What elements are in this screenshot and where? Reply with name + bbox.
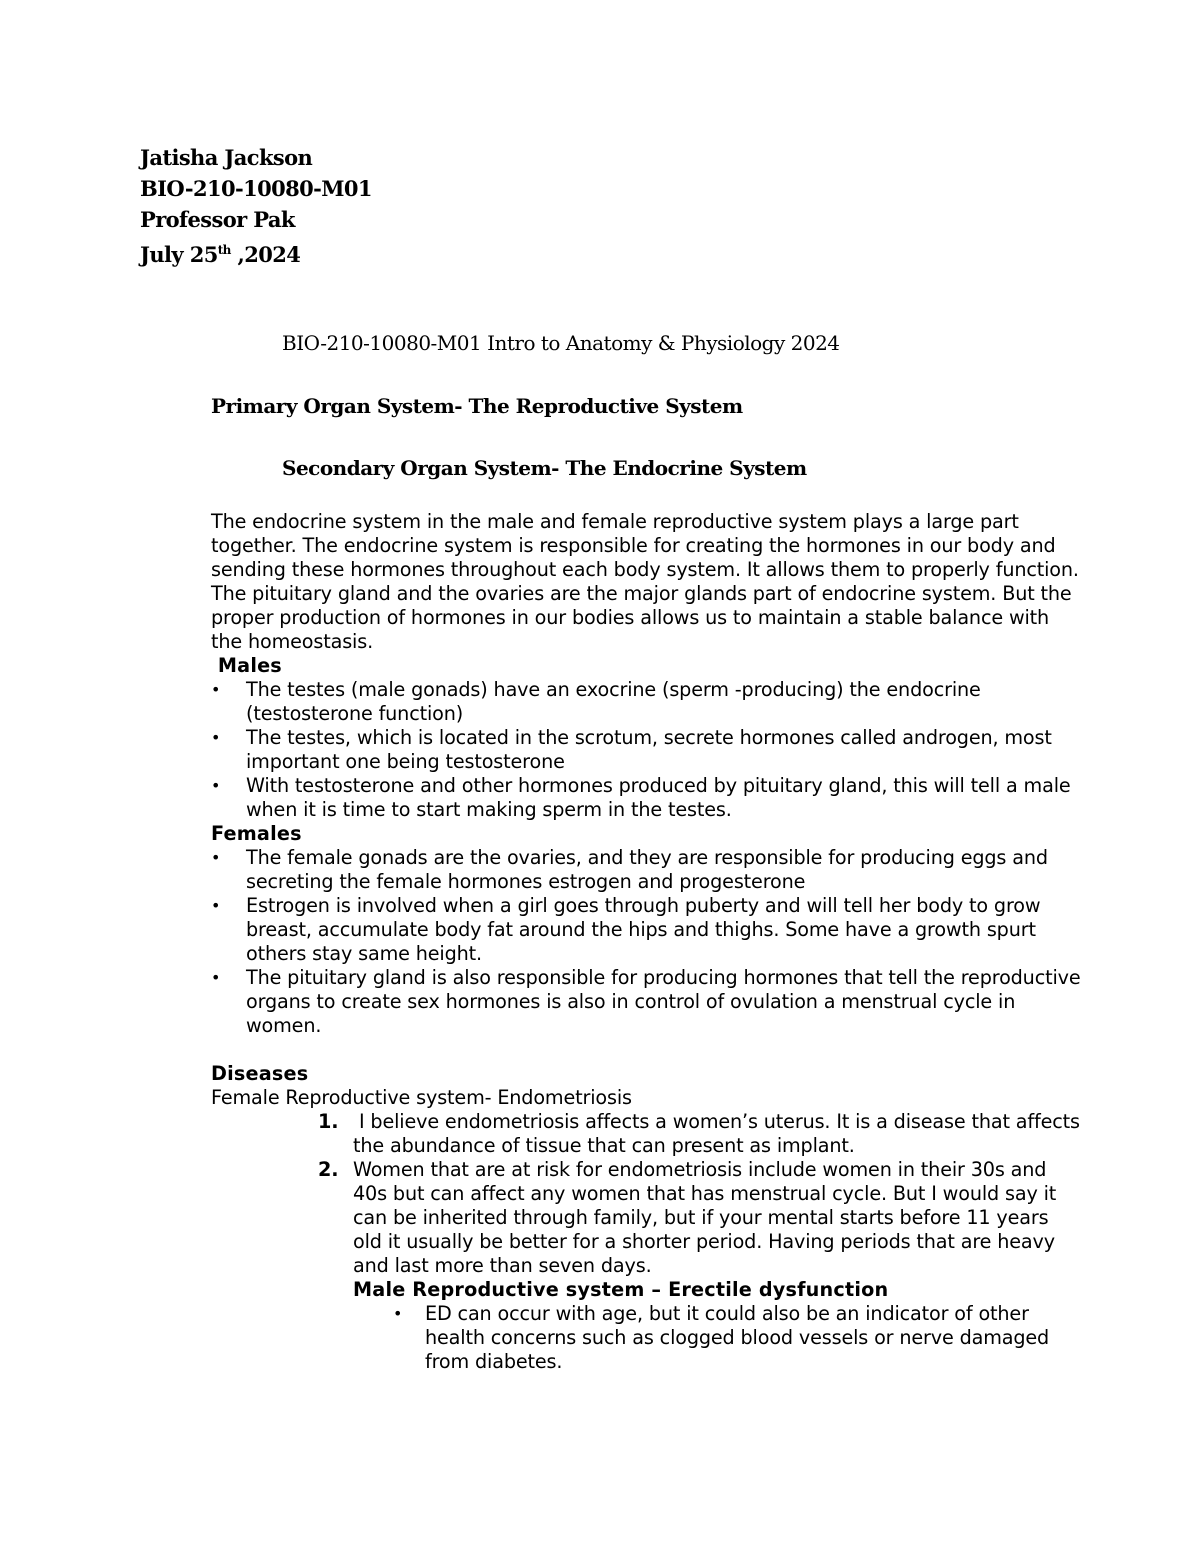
diseases-heading: Diseases — [211, 1062, 309, 1085]
list-item — [211, 678, 1081, 726]
list-item-text: The pituitary gland is also responsible for producing hormones that tell the reproductive organs to create sex hormones is also in control of ovulation a menstrual cycle in women. — [246, 966, 1081, 1037]
list-item-text: The testes, which is located in the scrotum, secrete hormones called androgen, most important one being testosterone — [246, 726, 1052, 773]
submission-date — [140, 235, 372, 270]
bullet-icon: • — [211, 680, 221, 699]
list-item-text: Estrogen is involved when a girl goes through puberty and will tell her body to grow breast, accumulate body fat around the hips and thighs. Some have a growth spurt others stay same height. — [246, 894, 1041, 965]
student-name: Jatisha Jackson — [140, 145, 313, 170]
secondary-system-heading: Secondary Organ System- The Endocrine System — [282, 456, 807, 480]
date-year: ,2024 — [230, 242, 301, 267]
numbered-item — [318, 1158, 1081, 1278]
list-item — [211, 726, 1081, 774]
male-disease-section — [211, 1278, 1081, 1374]
numbered-item-text: I believe endometriosis affects a women’s uterus. It is a disease that affects the abundance of tissue that can present as implant. — [353, 1110, 1086, 1157]
numbered-item-text: Women that are at risk for endometriosis include women in their 30s and 40s but can affect any women that has menstrual cycle. But I would say it can be inherited through family, but if your mental starts before 11 years old it usually be better for a shorter period. Having periods that are heavy and last more than seven days. — [353, 1158, 1057, 1277]
course-code: BIO-210-10080-M01 — [140, 176, 372, 201]
student-header — [140, 142, 372, 270]
date-superscript: th — [217, 243, 231, 257]
list-item — [211, 774, 1081, 822]
endometriosis-list — [211, 1110, 1086, 1278]
list-item-text: With testosterone and other hormones produced by pituitary gland, this will tell a male when it is time to start making sperm in the testes. — [246, 774, 1071, 821]
date-main: July 25 — [140, 242, 218, 267]
list-item — [211, 894, 1081, 966]
intro-paragraph: The endocrine system in the male and female reproductive system plays a large part together. The endocrine system is responsible for creating the hormones in our body and sending these hormones throughout each body system. It allows them to properly function. The pituitary gland and the ovaries are the major glands part of endocrine system. But the proper production of hormones in our bodies allows us to maintain a stable balance with the homeostasis. — [211, 510, 1079, 653]
bullet-icon: • — [211, 848, 221, 867]
document-body — [211, 510, 1086, 1374]
item-number: 1. — [318, 1110, 339, 1133]
list-item-text: ED can occur with age, but it could also be an indicator of other health concerns such as clogged blood vessels or nerve damaged from diabetes. — [425, 1302, 1050, 1373]
list-item-text: The testes (male gonads) have an exocrine (sperm -producing) the endocrine (testosterone function) — [246, 678, 981, 725]
list-item — [211, 846, 1081, 894]
numbered-item — [318, 1110, 1086, 1158]
females-heading: Females — [211, 822, 302, 845]
males-heading: Males — [211, 654, 282, 677]
bullet-icon: • — [211, 896, 221, 915]
course-title: BIO-210-10080-M01 Intro to Anatomy & Physiology 2024 — [282, 331, 840, 355]
list-item — [211, 966, 1081, 1038]
bullet-icon: • — [393, 1304, 403, 1323]
female-disease-label: Female Reproductive system- Endometriosis — [211, 1086, 632, 1109]
bullet-icon: • — [211, 728, 221, 747]
bullet-icon: • — [211, 968, 221, 987]
list-item — [393, 1302, 1081, 1374]
bullet-icon: • — [211, 776, 221, 795]
professor-name: Professor Pak — [140, 207, 295, 232]
male-disease-list — [353, 1302, 1081, 1374]
males-list — [211, 678, 1081, 822]
item-number: 2. — [318, 1158, 339, 1181]
primary-system-heading: Primary Organ System- The Reproductive System — [211, 394, 743, 418]
females-list — [211, 846, 1081, 1038]
male-disease-heading: Male Reproductive system – Erectile dysfunction — [353, 1278, 889, 1301]
list-item-text: The female gonads are the ovaries, and they are responsible for producing eggs and secreting the female hormones estrogen and progesterone — [246, 846, 1048, 893]
